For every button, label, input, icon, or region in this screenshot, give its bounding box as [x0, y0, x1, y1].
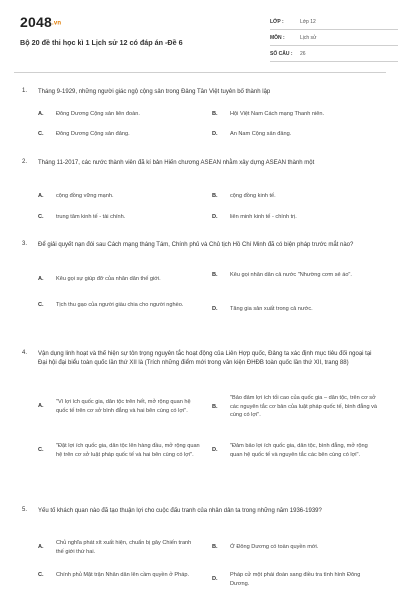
option-letter: C. [38, 447, 44, 454]
option-letter: D. [212, 306, 218, 312]
option-letter: B. [212, 403, 218, 410]
option-text: Tăng gia sản xuất trong cả nước. [230, 306, 313, 312]
option-a[interactable] [38, 398, 200, 415]
option-text: Ở Đông Dương có toàn quyền mới. [230, 544, 319, 550]
meta-row-subject [270, 30, 398, 46]
question-text: Vận dụng linh hoạt và thế hiện sự tôn trọng nguyên tắc hoạt động của Liên Hợp quốc, Đảng ta xác định mục tiêu đối ngoại tại Đại hội đại biểu toàn quốc lần thứ XII là (Trích những điểm mới trong văn kiện ĐHĐB toàn quốc lần thứ XII, trang 88) [38, 351, 372, 366]
option-text: Đông Dương Cộng sản liên đoàn. [56, 111, 140, 117]
option-a[interactable] [38, 539, 200, 556]
option-letter: A. [38, 276, 44, 282]
option-text: "Đảm bảo lợi ích quốc gia, dân tộc, bình đẳng, mở rộng quan hệ quốc tế và nguyên tắc các bên cùng có lợi". [230, 443, 368, 458]
option-c[interactable] [38, 442, 200, 459]
question-number: 4. [22, 350, 28, 356]
option-text: cộng đồng vững mạnh. [56, 193, 114, 199]
option-text: Tịch thu gạo của người giàu chia cho người nghèo. [56, 302, 184, 308]
option-d[interactable] [212, 442, 380, 459]
option-text: Đông Dương Cộng sản đảng. [56, 131, 130, 137]
option-text: cộng đồng kinh tế. [230, 193, 276, 199]
option-text: Pháp cử một phái đoàn sang điều tra tình hình Đông Dương. [230, 572, 361, 587]
option-letter: D. [212, 576, 218, 583]
option-b[interactable] [212, 192, 380, 201]
question-number: 5. [22, 507, 28, 513]
page-title: Bộ 20 đề thi học kì 1 Lịch sử 12 có đáp án -Đề 6 [20, 38, 183, 47]
option-letter: A. [38, 193, 44, 199]
option-letter: D. [212, 131, 218, 137]
option-b[interactable] [212, 110, 380, 119]
option-b[interactable] [212, 394, 380, 420]
option-b[interactable] [212, 543, 380, 552]
option-text: Kêu gọi sự giúp đỡ của nhân dân thế giới. [56, 276, 161, 282]
meta-value: Lớp 12 [300, 18, 316, 25]
question-text: Tháng 9-1929, những người giác ngộ cộng sản trong Đảng Tân Việt tuyên bố thành lập [38, 89, 271, 95]
option-letter: B. [212, 193, 218, 199]
meta-row-class [270, 14, 398, 30]
exam-info-table [270, 14, 398, 62]
option-text: "Vì lợi ích quốc gia, dân tộc trên hết, mở rộng quan hệ quốc tế trên cơ sở bình đẳng và hai bên cùng có lợi". [56, 399, 191, 414]
option-d[interactable] [212, 130, 380, 139]
option-letter: B. [212, 544, 218, 550]
option-letter: B. [212, 272, 218, 278]
meta-label: MÔN : [270, 34, 285, 41]
option-text: Kêu gọi nhân dân cả nước "Nhường cơm sẻ áo". [230, 272, 352, 278]
question-text: Để giải quyết nạn đói sau Cách mạng tháng Tám, Chính phủ và Chủ tịch Hồ Chí Minh đã có biện pháp trước mắt nào? [38, 242, 354, 248]
option-letter: A. [38, 111, 44, 117]
question-text: Tháng 11-2017, các nước thành viên đã kí bản Hiến chương ASEAN nhằm xây dựng ASEAN thành một [38, 160, 315, 166]
option-a[interactable] [38, 275, 200, 284]
option-text: "Đặt lợi ích quốc gia, dân tộc lên hàng đầu, mở rộng quan hệ trên cơ sở luật pháp quốc tế và hai bên cùng có lợi". [56, 443, 200, 458]
document-header [18, 12, 386, 68]
option-d[interactable] [212, 571, 380, 588]
option-letter: C. [38, 214, 44, 220]
meta-label: LỚP : [270, 18, 284, 25]
option-text: An Nam Cộng sản đảng. [230, 131, 292, 137]
question-number: 2. [22, 159, 28, 165]
option-text: "Bảo đảm lợi ích tối cao của quốc gia – dân tộc, trên cơ sở các nguyên tắc cơ bản của luật pháp quốc tế, bình đẳng và cùng có lợi". [230, 395, 378, 418]
site-logo[interactable] [20, 14, 61, 30]
option-text: Hội Việt Nam Cách mạng Thanh niên. [230, 111, 325, 117]
option-c[interactable] [38, 571, 200, 580]
option-letter: A. [38, 544, 44, 551]
option-text: liên minh kinh tế - chính trị. [230, 214, 297, 220]
question-number: 3. [22, 241, 28, 247]
option-letter: B. [212, 111, 218, 117]
option-letter: D. [212, 447, 218, 454]
option-letter: A. [38, 403, 44, 410]
meta-label: SỐ CÂU : [270, 50, 293, 57]
option-text: trung tâm kinh tế - tài chính. [56, 214, 126, 220]
option-letter: C. [38, 572, 44, 578]
meta-row-question-count [270, 46, 398, 62]
option-c[interactable] [38, 213, 200, 222]
option-d[interactable] [212, 213, 380, 222]
option-b[interactable] [212, 271, 380, 280]
question-text: Yếu tố khách quan nào đã tạo thuận lợi cho cuộc đấu tranh của nhân dân ta trong những năm 1936-1939? [38, 508, 322, 514]
question-number: 1. [22, 88, 28, 94]
option-a[interactable] [38, 110, 200, 119]
option-letter: C. [38, 302, 44, 308]
option-c[interactable] [38, 301, 200, 310]
option-c[interactable] [38, 130, 200, 139]
meta-value: Lịch sử [300, 34, 317, 41]
option-d[interactable] [212, 305, 380, 314]
logo-main: 2048 [20, 14, 52, 30]
option-letter: D. [212, 214, 218, 220]
option-letter: C. [38, 131, 44, 137]
meta-value: 26 [300, 50, 306, 57]
option-a[interactable] [38, 192, 200, 201]
option-text: Chính phủ Mặt trận Nhân dân lên cầm quyền ở Pháp. [56, 572, 190, 578]
option-text: Chủ nghĩa phát xít xuất hiện, chuẩn bị gây Chiến tranh thế giới thứ hai. [56, 540, 192, 555]
logo-tld: .vn [51, 20, 62, 27]
header-divider [14, 72, 386, 73]
